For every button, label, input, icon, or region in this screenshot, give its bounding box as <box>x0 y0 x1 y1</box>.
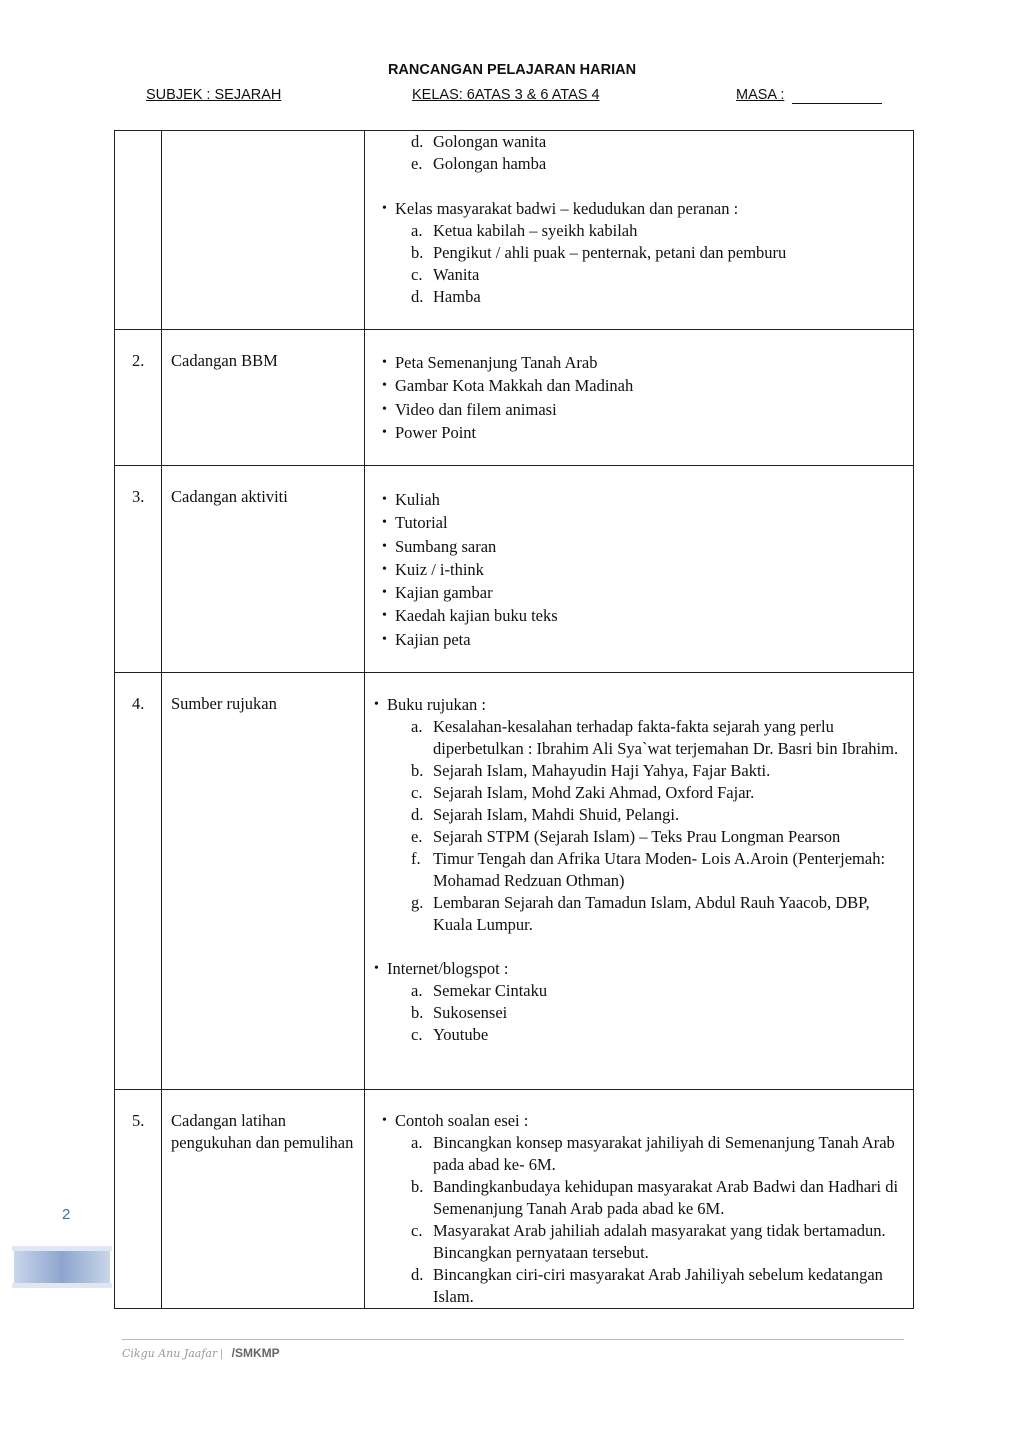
list-item: b. Sejarah Islam, Mahayudin Haji Yahya, Fajar Bakti. <box>411 761 771 780</box>
list-item: • Tutorial <box>365 511 913 534</box>
footer-divider <box>122 1339 904 1340</box>
sublist <box>365 1132 913 1308</box>
list-item: • Contoh soalan esei : <box>365 1110 913 1132</box>
decorative-ribbon <box>14 1250 110 1284</box>
row-content-cell <box>365 673 914 1090</box>
list-item: f. Timur Tengah dan Afrika Utara Moden- Lois A.Aroin (Penterjemah: Mohamad Redzuan Othman) <box>411 849 886 890</box>
sublist <box>365 131 913 175</box>
author-signature: Cikgu Anu Jaafar <box>122 1347 218 1360</box>
list-item: • Kajian gambar <box>365 581 913 604</box>
list-item: • Peta Semenanjung Tanah Arab <box>365 351 913 374</box>
table-row <box>115 466 914 673</box>
row-number: 2. <box>115 330 162 466</box>
list-item: • Kaedah kajian buku teks <box>365 604 913 627</box>
list-item: c. Masyarakat Arab jahiliah adalah masyarakat yang tidak bertamadun. Bincangkan pernyataan tersebut. <box>411 1221 886 1262</box>
row-label: Cadangan aktiviti <box>162 466 365 673</box>
bullet-list <box>365 694 913 716</box>
list-item: c. Youtube <box>411 1025 489 1044</box>
row-number: 5. <box>115 1090 162 1309</box>
list-item: d. Hamba <box>411 287 481 306</box>
list-item: b. Pengikut / ahli puak – penternak, petani dan pemburu <box>411 243 787 262</box>
footer <box>122 1346 280 1361</box>
row-label-cell <box>162 131 365 330</box>
list-item: • Sumbang saran <box>365 535 913 558</box>
list-item: e. Golongan hamba <box>411 154 547 173</box>
row-number: 3. <box>115 466 162 673</box>
list-item: a. Bincangkan konsep masyarakat jahiliyah di Semenanjung Tanah Arab pada abad ke- 6M. <box>411 1133 895 1174</box>
list-item: a. Kesalahan-kesalahan terhadap fakta-fakta sejarah yang perlu diperbetulkan : Ibrahim Ali Sya`wat terjemahan Dr. Basri bin Ibrahim. <box>411 717 899 758</box>
footer-separator: | <box>220 1346 223 1360</box>
list-item: g. Lembaran Sejarah dan Tamadun Islam, Abdul Rauh Yaacob, DBP, Kuala Lumpur. <box>411 893 870 934</box>
time-label: MASA : <box>736 87 785 103</box>
list-item: d. Bincangkan ciri-ciri masyarakat Arab Jahiliyah sebelum kedatangan Islam. <box>411 1265 883 1306</box>
list-item: c. Sejarah Islam, Mohd Zaki Ahmad, Oxford Fajar. <box>411 783 755 802</box>
list-item: b. Sukosensei <box>411 1003 508 1022</box>
list-item: a. Ketua kabilah – syeikh kabilah <box>411 221 638 240</box>
bullet-list <box>365 351 913 444</box>
table-row <box>115 1090 914 1309</box>
list-item: b. Bandingkanbudaya kehidupan masyarakat Arab Badwi dan Hadhari di Semenanjung Tanah Arab pada abad ke 6M. <box>411 1177 899 1218</box>
row-content-cell <box>365 131 914 330</box>
list-item: d. Sejarah Islam, Mahdi Shuid, Pelangi. <box>411 805 680 824</box>
lesson-plan-table <box>114 130 914 1309</box>
list-item: a. Semekar Cintaku <box>411 981 548 1000</box>
page-number: 2 <box>62 1206 71 1223</box>
subject-label: SUBJEK : SEJARAH <box>146 87 282 103</box>
header-subrow <box>0 87 1024 107</box>
list-item: • Video dan filem animasi <box>365 398 913 421</box>
list-item: • Power Point <box>365 421 913 444</box>
list-item: • Kelas masyarakat badwi – kedudukan dan peranan : <box>365 198 913 220</box>
bullet-list <box>365 958 913 980</box>
list-item: c. Wanita <box>411 265 480 284</box>
sublist <box>365 220 913 308</box>
list-item: • Internet/blogspot : <box>365 958 913 980</box>
list-item: d. Golongan wanita <box>411 132 547 151</box>
page-title: RANCANGAN PELAJARAN HARIAN <box>387 62 637 78</box>
table-row <box>115 131 914 330</box>
list-item: • Gambar Kota Makkah dan Madinah <box>365 374 913 397</box>
school-code: /SMKMP <box>231 1346 280 1360</box>
row-label: Cadangan BBM <box>162 330 365 466</box>
list-item: e. Sejarah STPM (Sejarah Islam) – Teks Prau Longman Pearson <box>411 827 841 846</box>
row-content-cell <box>365 466 914 673</box>
list-item: • Kajian peta <box>365 628 913 651</box>
time-blank-line <box>792 103 882 104</box>
row-label: Cadangan latihan pengukuhan dan pemulihan <box>162 1090 365 1309</box>
bullet-list <box>365 198 913 220</box>
list-item: • Kuliah <box>365 488 913 511</box>
table-row <box>115 673 914 1090</box>
list-item: • Kuiz / i-think <box>365 558 913 581</box>
row-label: Sumber rujukan <box>162 673 365 1090</box>
table-row <box>115 330 914 466</box>
row-number: 4. <box>115 673 162 1090</box>
sublist <box>365 716 913 936</box>
class-label: KELAS: 6ATAS 3 & 6 ATAS 4 <box>412 87 600 103</box>
row-content-cell <box>365 330 914 466</box>
bullet-list <box>365 488 913 651</box>
row-number-cell <box>115 131 162 330</box>
list-item: • Buku rujukan : <box>365 694 913 716</box>
sublist <box>365 980 913 1046</box>
row-content-cell <box>365 1090 914 1309</box>
bullet-list <box>365 1110 913 1132</box>
